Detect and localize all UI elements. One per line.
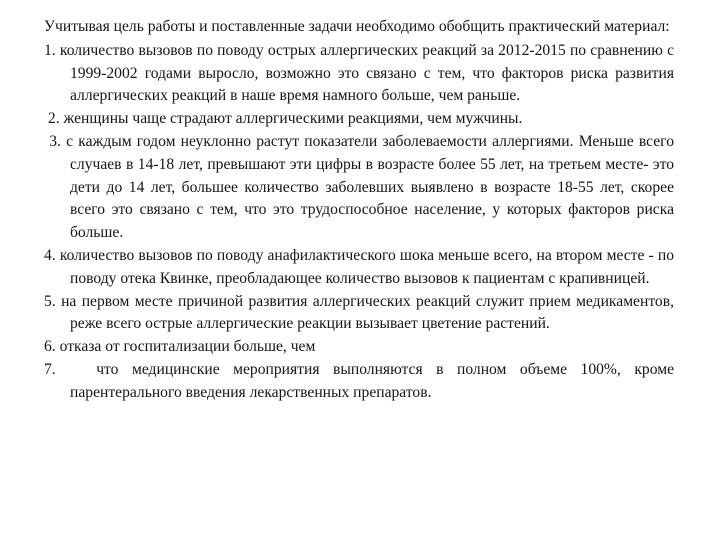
item-number: 2. — [47, 110, 60, 128]
item-number: 4. — [44, 246, 56, 264]
item-text: количество вызовов по поводу анафилактического шока меньше всего, на втором месте - по поводу отека Квинке, преобладающее количество вызовов к пациентам с крапивницей. — [59, 246, 674, 287]
list-item-2 — [44, 108, 674, 131]
intro-paragraph: Учитывая цель работы и поставленные задачи необходимо обобщить практический материал: — [44, 18, 670, 35]
item-number: 1. — [44, 41, 56, 59]
list-item-7 — [44, 359, 674, 405]
document-body — [44, 16, 674, 405]
item-text: на первом месте причиной развития аллергических реакций служит прием медикаментов, реже всего острые аллергические реакции вызывает цветение растений. — [61, 292, 674, 333]
item-number: 6. — [44, 338, 56, 356]
item-text: количество вызовов по поводу острых аллергических реакций за 2012-2015 по сравнению с 1999-2002 годами выросло, возможно это связано с тем, что факторов риска развития аллергических реакций в наше время намного больше, чем раньше. — [59, 41, 674, 105]
item-number: 3. — [49, 132, 61, 150]
item-number: 5. — [44, 292, 56, 310]
item-text: что медицинские мероприятия выполняются в полном объеме 100%, кроме парентерального введения лекарственных препаратов. — [70, 360, 674, 401]
list-item-1 — [44, 40, 674, 108]
item-text: женщины чаще страдают аллергическими реакциями, чем мужчины. — [63, 110, 523, 128]
list-item-4 — [44, 245, 674, 291]
item-text: отказа от госпитализации больше, чем — [59, 338, 316, 356]
list-item-5 — [44, 291, 674, 337]
list-item-6 — [44, 336, 674, 359]
item-number: 7. — [44, 360, 56, 378]
item-text: с каждым годом неуклонно растут показатели заболеваемости аллергиями. Меньше всего случаев в 14-18 лет, превышают эти цифры в возрасте более 55 лет, на третьем месте- это дети до 14 лет, большее количество заболевших выявлено в возрасте 18-55 лет, скорее всего это связано с тем, что это трудоспособное население, у которых факторов риска больше. — [66, 132, 674, 242]
list-item-3 — [44, 131, 674, 245]
